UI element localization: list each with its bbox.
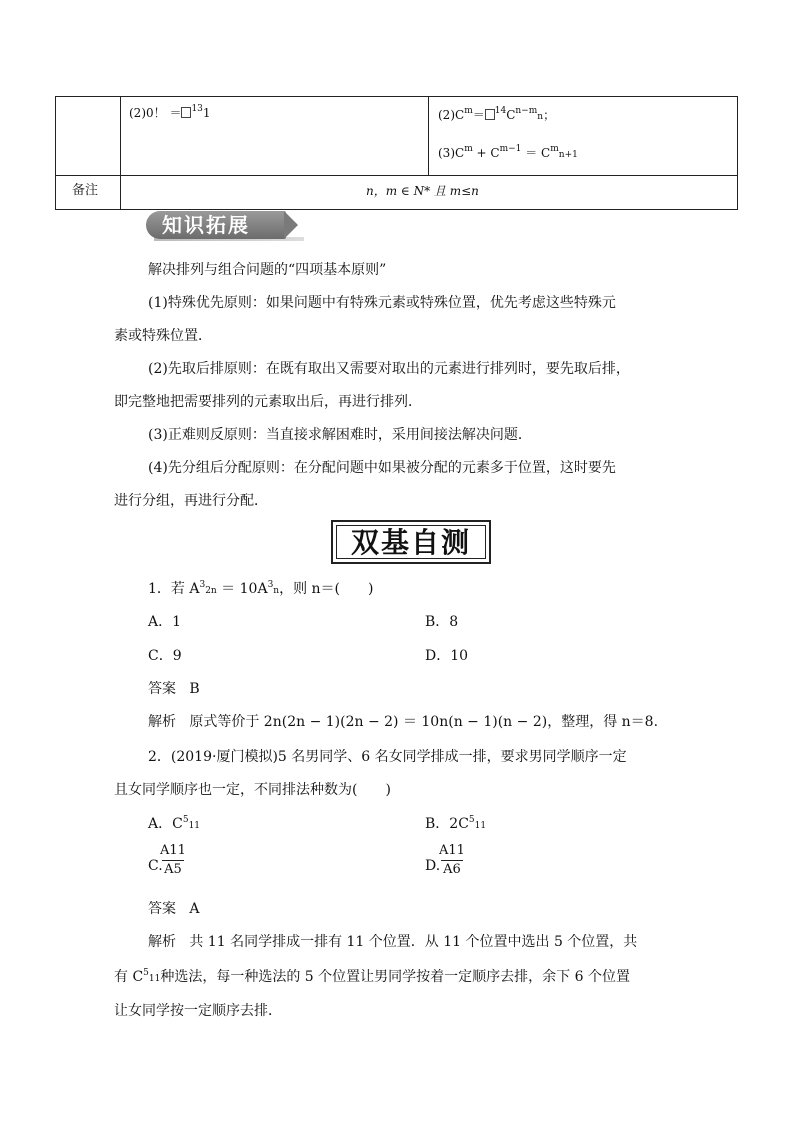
blank-box [181, 107, 191, 118]
table-cell-remark: n，m ∈ N* 且 m≤n [366, 184, 479, 198]
principle-3-line1: (3)正难则反原则：当直接求解困难时，采用间接法解决问题． [148, 427, 532, 443]
table-divider [428, 97, 429, 175]
q2-option-d-prefix: D. [425, 858, 441, 874]
table-cell-symmetry: $(2)C^m= ^{14}C^{n-m}n$； [438, 106, 556, 122]
table-divider [120, 97, 121, 209]
principle-4-line2: 进行分组，再进行分配． [114, 493, 268, 509]
q1-option-c: C．9 [148, 648, 182, 664]
q1-option-d: D．10 [425, 648, 469, 664]
q1-answer: 答案 B [148, 681, 200, 697]
q2-analysis-line1: 解析 共 11 名同学排成一排有 11 个位置．从 11 个位置中选出 5 个位置，共 [148, 934, 638, 950]
blank-box [485, 109, 495, 120]
banner-tail [284, 211, 298, 239]
q2-answer: 答案 A [148, 901, 200, 917]
q2-option-b: B．$2C^511$ [425, 815, 487, 832]
fraction-numerator: A11 [439, 843, 465, 858]
principle-2-line2: 即完整地把需要排列的元素取出后，再进行排列． [114, 394, 422, 410]
fraction-bar [441, 860, 463, 861]
table-label-remark: 备注 [72, 183, 99, 198]
knowledge-extension-banner [146, 211, 306, 243]
question-2-stem-line2: 且女同学顺序也一定，不同排法种数为( ) [114, 782, 391, 798]
fraction-bar [162, 860, 184, 861]
self-test-box [331, 520, 491, 564]
fraction-denominator: A5 [164, 862, 182, 877]
question-2-stem-line1: 2．(2019·厦门模拟)5 名男同学、6 名女同学排成一排，要求男同学顺序一定 [148, 749, 627, 765]
principle-1-line1: (1)特殊优先原则：如果问题中有特殊元素或特殊位置，优先考虑这些特殊元 [148, 295, 616, 311]
q2-option-a: A．$C^511$ [148, 815, 201, 832]
formula-table [55, 96, 738, 210]
q1-option-a: A．1 [148, 614, 182, 630]
principle-4-line1: (4)先分组后分配原则：在分配问题中如果被分配的元素多于位置，这时要先 [148, 460, 616, 476]
fraction-denominator: A6 [443, 862, 461, 877]
q2-option-c-fraction [160, 843, 186, 878]
q2-option-c-prefix: C. [148, 858, 163, 874]
self-test-title: 双基自测 [336, 525, 486, 559]
question-1-stem: 1．若 $A^32n = 10A^3n$，则 n＝( ) [148, 580, 374, 597]
fraction-numerator: A11 [160, 843, 186, 858]
q2-analysis-line3: 让女同学按一定顺序去排． [114, 1003, 282, 1019]
q1-analysis: 解析 原式等价于 2n(2n − 1)(2n − 2) ＝ 10n(n − 1)(n − 2)，整理，得 n＝8. [148, 714, 659, 730]
section-intro: 解决排列与组合问题的“四项基本原则” [148, 262, 387, 278]
principle-1-line2: 素或特殊位置． [114, 328, 212, 344]
banner-title: 知识拓展 [162, 213, 250, 237]
q1-option-b: B．8 [425, 614, 459, 630]
q2-option-d-fraction [439, 843, 465, 878]
table-cell-pascal: $(3)C^m + C^{m-1} = C^mn+1$ [438, 144, 578, 160]
table-cell-zero-factorial: (2)0！ ＝ $^{13}$1 [129, 104, 211, 120]
q2-analysis-line2: 有 $C^511$种选法，每一种选法的 5 个位置让男同学按着一定顺序去排，余下 6 个位置 [114, 968, 630, 985]
table-divider [56, 175, 737, 176]
principle-2-line1: (2)先取后排原则：在既有取出又需要对取出的元素进行排列时，要先取后排， [148, 361, 630, 377]
